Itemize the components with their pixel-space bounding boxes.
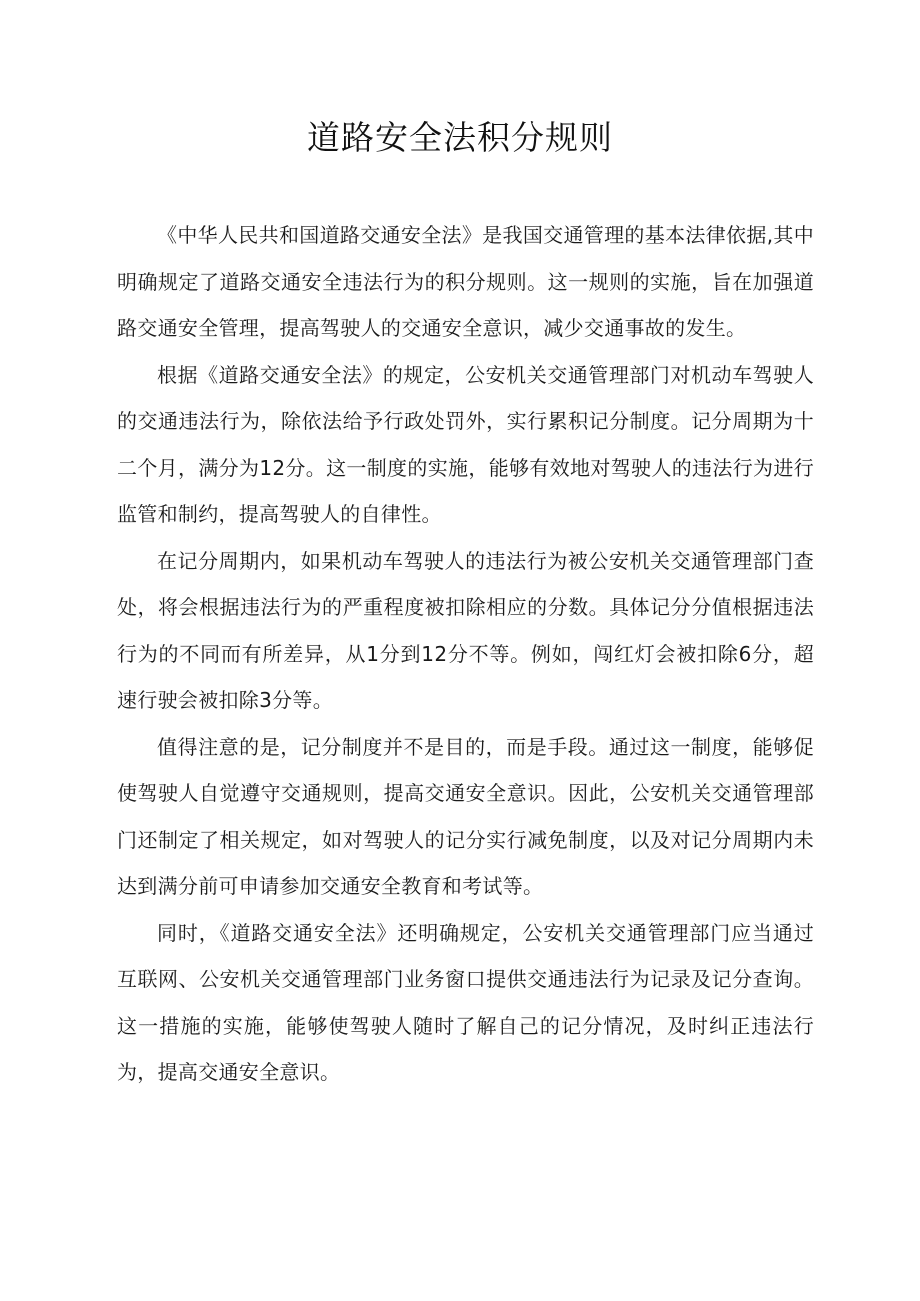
document-title: 道路安全法积分规则 [307,118,613,157]
paragraph-2: 根据《道路交通安全法》的规定，公安机关交通管理部门对机动车驾驶人的交通违法行为，除依法给予行政处罚外，实行累积记分制度。记分周期为十二个月，满分为12分。这一制度的实施，能够有效地对驾驶人的违法行为进行监管和制约，提高驾驶人的自律性。 [117,362,814,526]
paragraph-1: 《中华人民共和国道路交通安全法》是我国交通管理的基本法律依据,其中明确规定了道路交通安全违法行为的积分规则。这一规则的实施，旨在加强道路交通安全管理，提高驾驶人的交通安全意识，减少交通事故的发生。 [117,223,814,340]
document-body [117,212,814,1096]
paragraph-5: 同时，《道路交通安全法》还明确规定，公安机关交通管理部门应当通过互联网、公安机关交通管理部门业务窗口提供交通违法行为记录及记分查询。这一措施的实施，能够使驾驶人随时了解自己的记分情况，及时纠正违法行为，提高交通安全意识。 [117,920,814,1084]
paragraph-3: 在记分周期内，如果机动车驾驶人的违法行为被公安机关交通管理部门查处，将会根据违法行为的严重程度被扣除相应的分数。具体记分分值根据违法行为的不同而有所差异，从1分到12分不等。例如，闯红灯会被扣除6分，超速行驶会被扣除3分等。 [117,548,814,712]
paragraph-4: 值得注意的是，记分制度并不是目的，而是手段。通过这一制度，能够促使驾驶人自觉遵守交通规则，提高交通安全意识。因此，公安机关交通管理部门还制定了相关规定，如对驾驶人的记分实行减免制度，以及对记分周期内未达到满分前可申请参加交通安全教育和考试等。 [117,734,814,898]
